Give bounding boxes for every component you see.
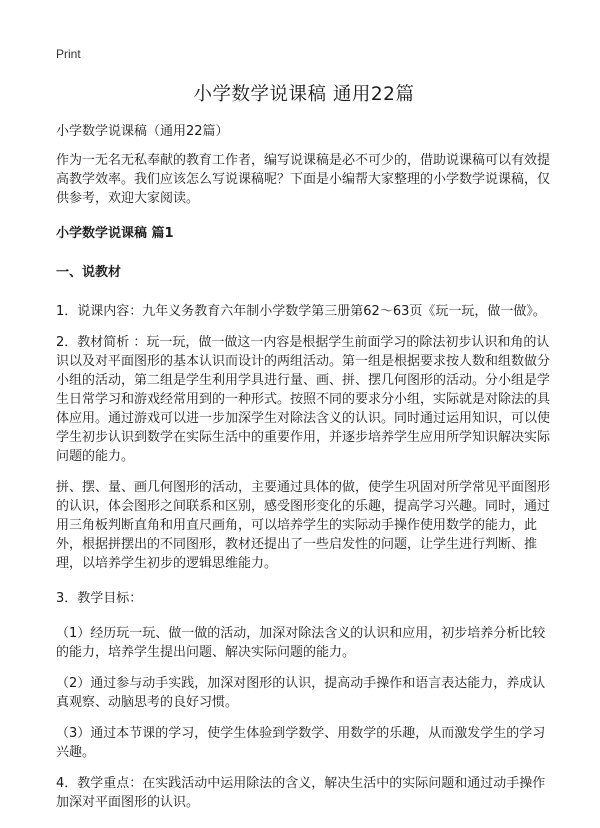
paragraph-material-analysis: 2．教材简析 ：玩一玩，做一做这一内容是根据学生前面学习的除法初步认识和角的认识以及对平面图形的基本认识而设计的两组活动。第一组是根据要求按人数和组数做分小组的活动，第二组是学生利用学具进行量、画、拼、摆几何图形的活动。分小组是学生日常学习和游戏经常用到的一种形式。按照不同的要求分小组，实际就是对除法的具体应用。通过游戏可以进一步加深学生对除法含义的认识。同时通过运用知识，可以使学生初步认识到数学在实际生活中的重要作用，并逐步培养学生应用所学知识解决实际问题的能力。 [56,335,551,464]
section-heading: 一、说教材 [56,265,122,280]
paragraph-course-content: 1．说课内容：九年义务教育六年制小学数学第三册第62～63页《玩一玩，做一做》。 [56,304,546,319]
paragraph-teaching-focus: 4．教学重点：在实践活动中运用除法的含义，解决生活中的实际问题和通过动手操作加深对平面图形的认识。 [56,776,546,810]
paragraph-goal-2: （2）通过参与动手实践，加深对图形的认识，提高动手操作和语言表达能力，养成认真观察、动脑思考的良好习惯。 [56,676,546,710]
document-body [56,80,552,822]
print-link[interactable]: Print [56,47,81,61]
paragraph-goal-3: （3）通过本节课的学习，使学生体验到学数学、用数学的乐趣，从而激发学生的学习兴趣。 [56,726,546,760]
document-subtitle: 小学数学说课稿（通用22篇） [56,124,229,139]
paragraph-goal-1: （1）经历玩一玩、做一做的活动，加深对除法含义的认识和应用，初步培养分析比较的能力，培养学生提出问题、解决实际问题的能力。 [56,626,546,660]
paragraph-teaching-goals-label: 3．教学目标： [56,591,143,606]
intro-paragraph: 作为一无名无私奉献的教育工作者，编写说课稿是必不可少的，借助说课稿可以有效提高教学效率。我们应该怎么写说课稿呢？下面是小编帮大家整理的小学数学说课稿，仅供参考，欢迎大家阅读。 [56,153,551,206]
article-heading: 小学数学说课稿 篇1 [56,226,174,241]
paragraph-geometry-activity: 拼、摆、量、画几何图形的活动，主要通过具体的做，使学生巩固对所学常见平面图形的认识，体会图形之间联系和区别，感受图形变化的乐趣，提高学习兴趣。同时，通过用三角板判断直角和用直尺画角，可以培养学生的实际动手操作使用数学的能力，此外，根据拼摆出的不同图形，教材还提出了一些启发性的问题，让学生进行判断、推理，以培养学生初步的逻辑思维能力。 [56,480,551,571]
page-title: 小学数学说课稿 通用22篇 [193,84,415,105]
